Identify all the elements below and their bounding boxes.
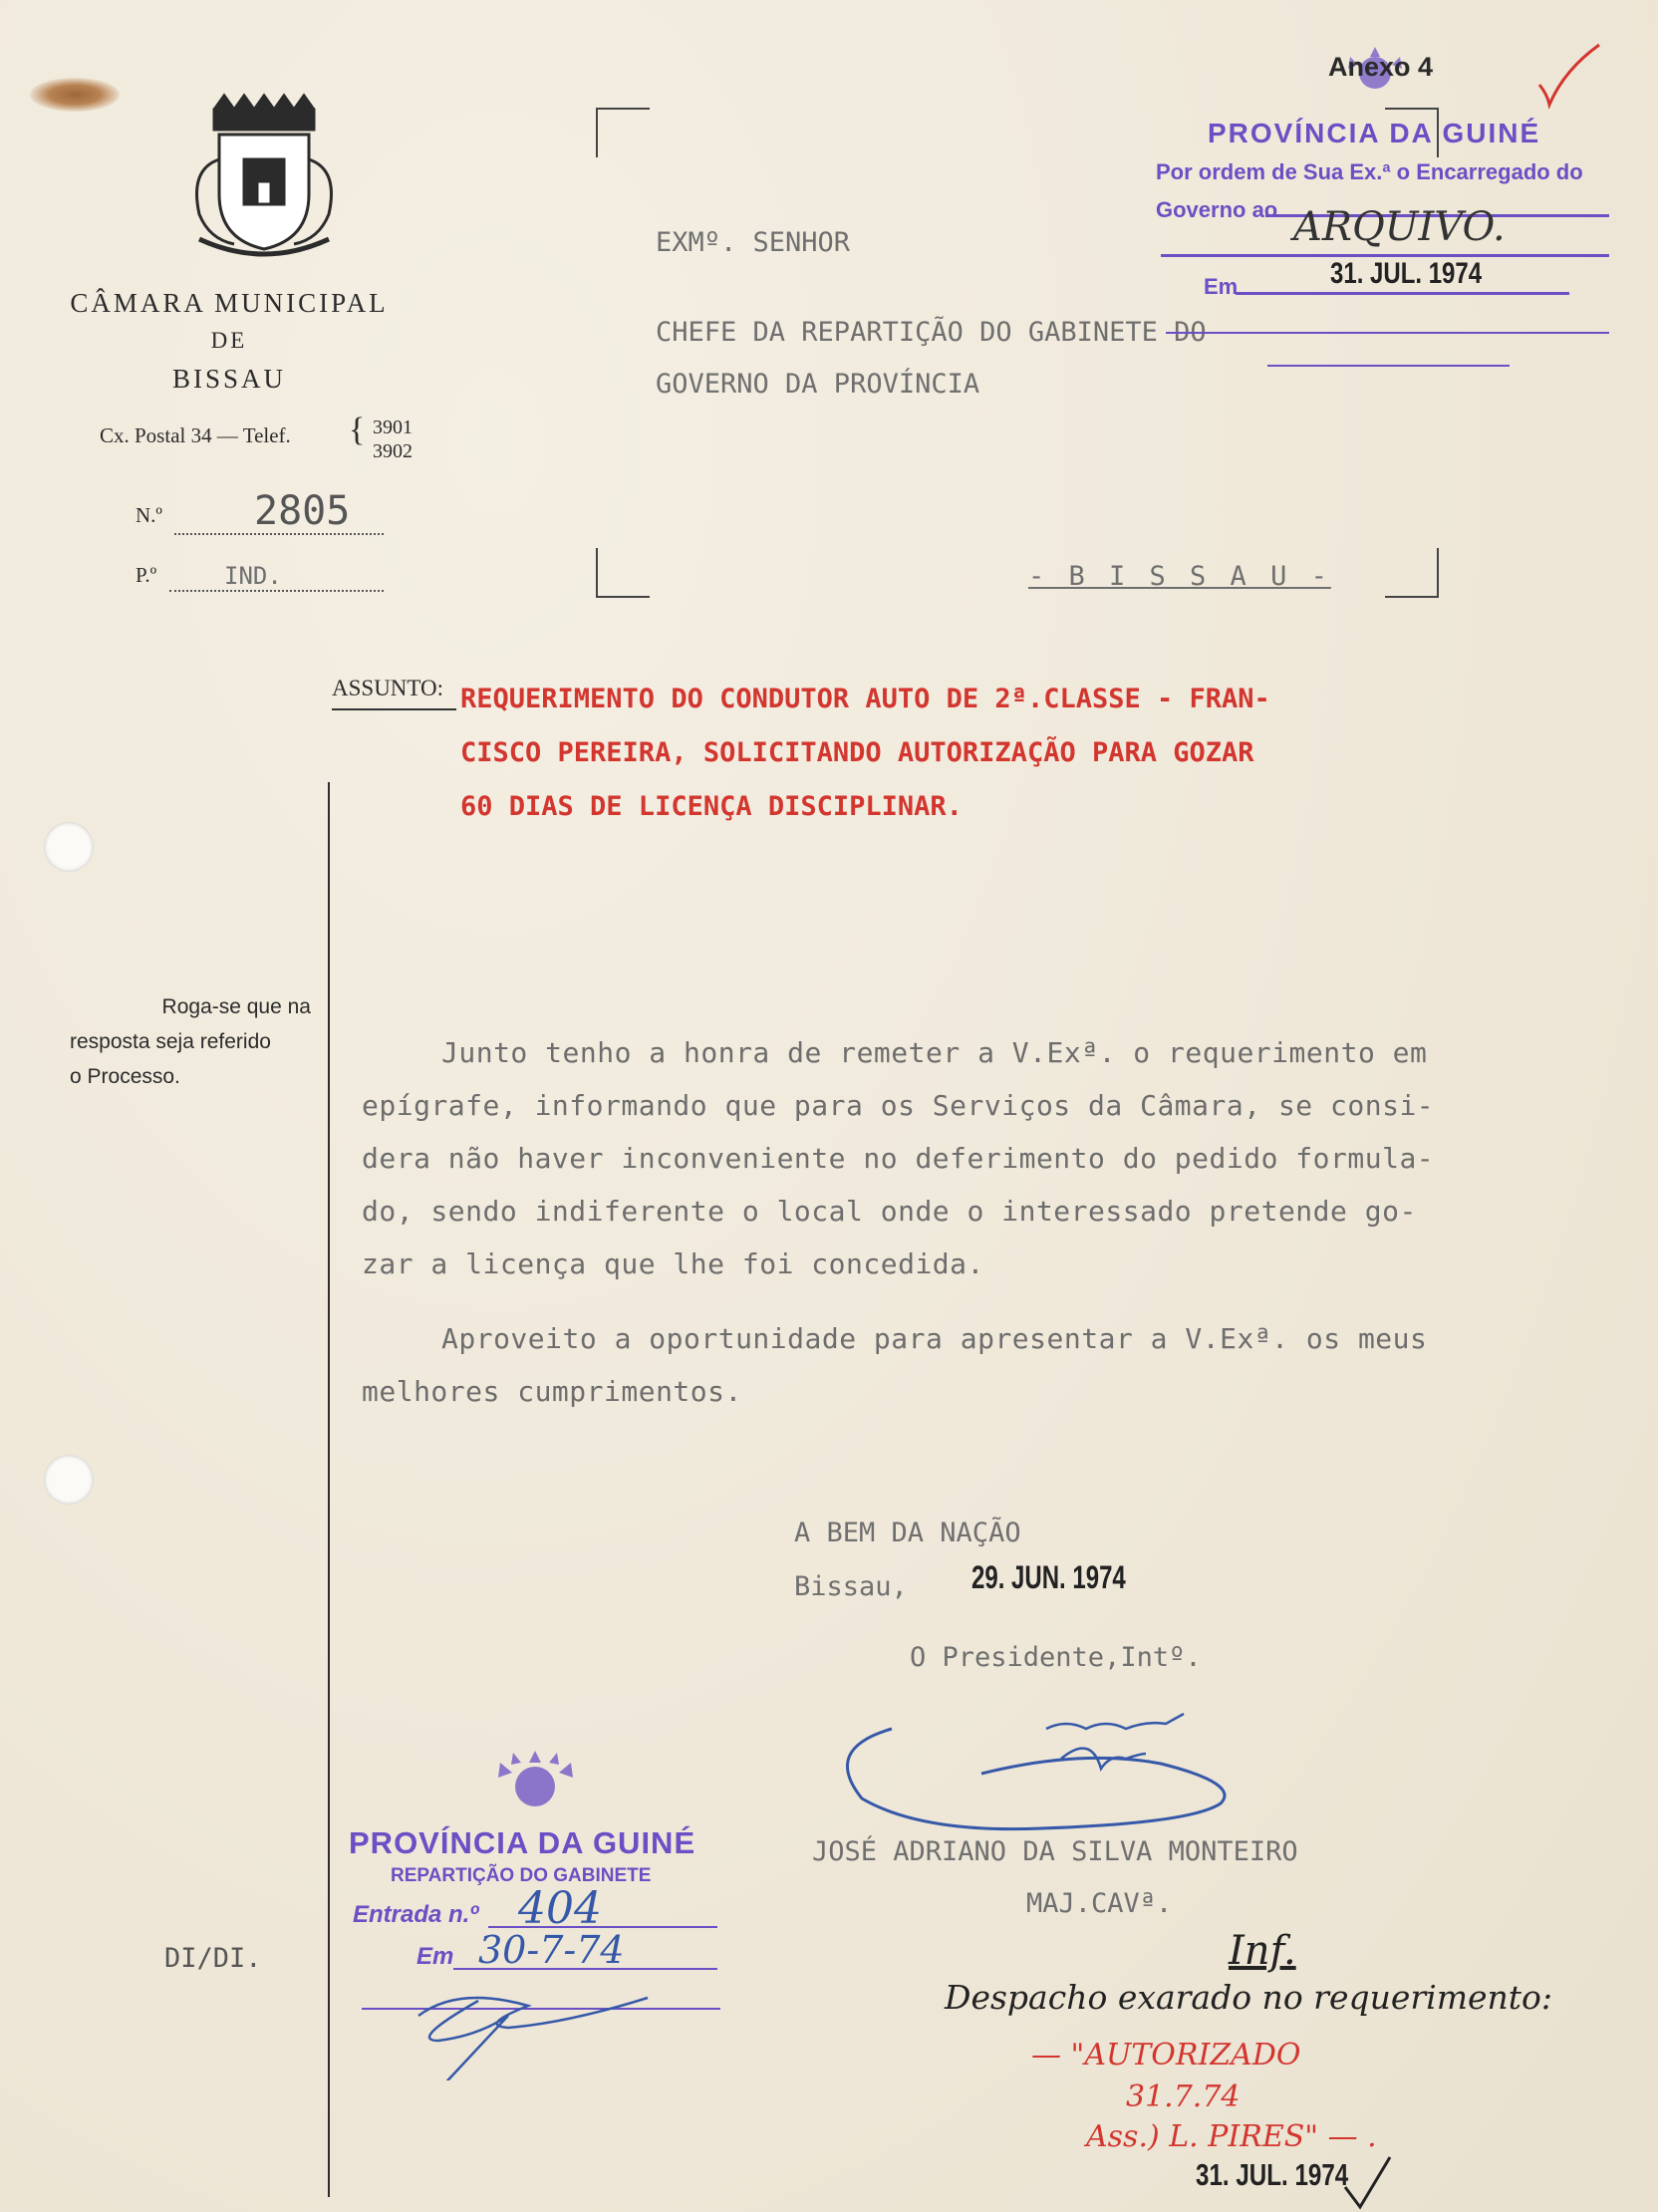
stamp-bottom-title: PROVÍNCIA DA GUINÉ — [349, 1825, 696, 1860]
subject-label-underline — [332, 708, 456, 710]
stamp-bottom-entry-label: Entrada n.º — [353, 1901, 479, 1928]
body-p1-line-3: dera não haver inconveniente no deferimento do pedido formula- — [362, 1142, 1435, 1175]
postal-text: Cx. Postal 34 — Telef. — [100, 423, 291, 447]
stamp-top-date: 31. JUL. 1974 — [1330, 257, 1483, 290]
signatory-name: JOSÉ ADRIANO DA SILVA MONTEIRO — [812, 1836, 1298, 1867]
stamp-bottom-date-label: Em — [416, 1943, 454, 1970]
closing-date: 29. JUN. 1974 — [971, 1559, 1126, 1595]
dispatch-inf: Inf. — [1229, 1928, 1296, 1974]
process-label: P.º — [136, 563, 157, 587]
institution-line-2: DE — [210, 328, 248, 353]
window-bracket-tl — [596, 108, 650, 157]
coat-of-arms-icon — [179, 90, 349, 269]
body-p1-line-1: Junto tenho a honra de remeter a V.Exª. o requerimento em — [441, 1036, 1428, 1069]
margin-note — [70, 989, 311, 1094]
subject-label: ASSUNTO: — [332, 676, 444, 700]
number-label: N.º — [136, 503, 162, 527]
stamp-top-date-label: Em — [1204, 274, 1239, 299]
institution-name — [60, 284, 399, 398]
margin-note-line-3: o Processo. — [70, 1065, 180, 1088]
stamp-top-rule-4 — [1166, 332, 1609, 334]
addressee-line-2: GOVERNO DA PROVÍNCIA — [656, 369, 980, 400]
subject-line-1: REQUERIMENTO DO CONDUTOR AUTO DE 2ª.CLASSE - FRAN- — [460, 684, 1270, 714]
punch-hole-bottom — [44, 1455, 94, 1505]
closing-motto: A BEM DA NAÇÃO — [794, 1518, 1021, 1548]
phone-numbers — [373, 415, 413, 463]
body-p1-line-4: do, sendo indiferente o local onde o interessado pretende go- — [362, 1195, 1417, 1228]
number-value: 2805 — [254, 488, 351, 534]
window-bracket-br — [1385, 548, 1439, 598]
subject-line-2: CISCO PEREIRA, SOLICITANDO AUTORIZAÇÃO PARA GOZAR — [460, 737, 1254, 768]
body-p2-line-1: Aproveito a oportunidade para apresentar a V.Exª. os meus — [441, 1322, 1428, 1355]
stamp-top-rule-3 — [1236, 292, 1569, 295]
stamp-top-rule-5 — [1267, 365, 1510, 367]
institution-line-3: BISSAU — [171, 364, 287, 394]
salutation: EXMº. SENHOR — [656, 227, 851, 258]
stamp-top-destination: ARQUIVO. — [1293, 204, 1506, 250]
stamp-top-title: PROVÍNCIA DA GUINÉ — [1208, 118, 1541, 148]
body-p2-line-2: melhores cumprimentos. — [362, 1375, 742, 1408]
stamp-bottom-entry-value: 404 — [518, 1883, 602, 1934]
phone-bracket: { — [349, 412, 366, 448]
institution-line-1: CÂMARA MUNICIPAL — [70, 288, 389, 318]
punch-hole-top — [44, 822, 94, 872]
margin-rule — [328, 782, 330, 2197]
stain — [30, 78, 120, 112]
annex-label: Anexo 4 — [1328, 52, 1434, 82]
addressee-city: - B I S S A U - — [1028, 561, 1331, 592]
window-bracket-bl — [596, 548, 650, 598]
subject-line-3: 60 DIAS DE LICENÇA DISCIPLINAR. — [460, 791, 963, 822]
stamp-top-line1: Por ordem de Sua Ex.ª o Encarregado do — [1156, 159, 1583, 184]
phone-2: 3902 — [373, 440, 413, 462]
margin-note-line-2: resposta seja referido — [70, 1030, 271, 1053]
body-p1-line-2: epígrafe, informando que para os Serviços da Câmara, se consi- — [362, 1089, 1435, 1122]
dispatch-line-4: Ass.) L. PIRES" — . — [1086, 2119, 1377, 2154]
process-field — [136, 563, 156, 588]
stamp-top-line2-label: Governo ao — [1156, 197, 1278, 222]
dispatch-line-1: Despacho exarado no requerimento: — [945, 1978, 1553, 2017]
phone-1: 3901 — [373, 416, 413, 438]
initials-icon — [399, 1971, 688, 2080]
addressee-line-1: CHEFE DA REPARTIÇÃO DO GABINETE DO — [656, 317, 1207, 348]
process-value: IND. — [224, 562, 282, 590]
dispatch-line-3: 31.7.74 — [1126, 2079, 1241, 2114]
process-underline — [169, 590, 384, 592]
dispatch-line-2: — "AUTORIZADO — [1031, 2038, 1301, 2073]
signatory-rank: MAJ.CAVª. — [1026, 1888, 1173, 1919]
closing-role: O Presidente,Intº. — [910, 1642, 1202, 1673]
stamp-bottom-date-value: 30-7-74 — [478, 1928, 625, 1972]
stamp-bottom-subtitle: REPARTIÇÃO DO GABINETE — [391, 1865, 652, 1886]
reference-code: DI/DI. — [164, 1943, 262, 1974]
postal-info — [100, 423, 291, 448]
check-mark-bottom-icon — [1340, 2152, 1400, 2212]
signature-icon — [832, 1699, 1290, 1858]
dispatch-date: 31. JUL. 1974 — [1196, 2157, 1349, 2192]
emblem-bottom-icon — [488, 1747, 583, 1818]
checkmark-icon — [1534, 40, 1604, 110]
body-p1-line-5: zar a licença que lhe foi concedida. — [362, 1247, 984, 1280]
closing-place: Bissau, — [794, 1571, 908, 1602]
margin-note-line-1: Roga-se que na — [161, 995, 311, 1018]
number-field — [136, 503, 162, 528]
